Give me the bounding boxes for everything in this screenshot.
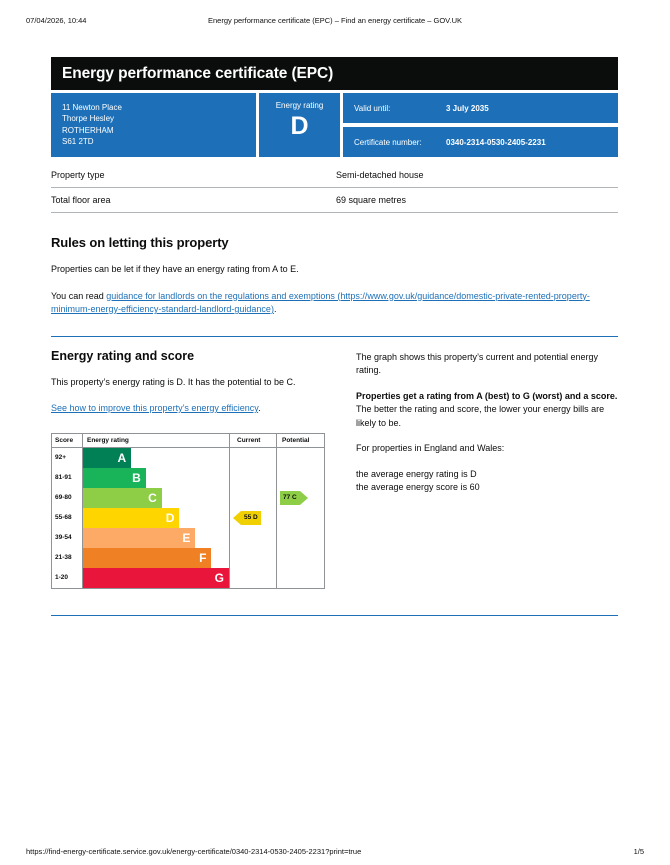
rating-scale-bold: Properties get a rating from A (best) to G (worst) and a score.	[356, 390, 618, 401]
letting-rules-heading: Rules on letting this property	[51, 235, 229, 250]
chart-band-row	[52, 488, 324, 508]
chart-band-bar-cell	[83, 448, 230, 468]
chart-current-cell	[230, 528, 277, 548]
energy-rating-right-column	[356, 349, 618, 589]
letting-rules-paragraph: Properties can be let if they have an energy rating from A to E.	[51, 264, 299, 274]
chart-band-row	[52, 568, 324, 588]
certificate-details	[343, 93, 618, 157]
certificate-number-label: Certificate number:	[354, 137, 422, 147]
chart-current-cell	[230, 448, 277, 468]
chart-potential-cell	[277, 488, 324, 508]
chart-band-bar: E	[83, 528, 195, 548]
table-row	[51, 163, 618, 188]
chart-current-cell	[230, 488, 277, 508]
chart-current-cell	[230, 468, 277, 488]
chart-current-cell	[230, 568, 277, 588]
valid-until-label: Valid until:	[354, 103, 391, 113]
rating-scale-explainer	[356, 390, 618, 431]
energy-rating-value: D	[290, 111, 309, 140]
chart-band-row	[52, 548, 324, 568]
chart-band-bar: D	[83, 508, 179, 528]
improve-efficiency-paragraph	[51, 402, 356, 416]
graph-explainer: The graph shows this property’s current and potential energy rating.	[356, 351, 598, 375]
address-line-1: 11 Newton Place	[62, 103, 122, 112]
chart-band-row	[52, 468, 324, 488]
address-line-4: S61 2TD	[62, 137, 94, 147]
chart-potential-cell	[277, 468, 324, 488]
chart-col-potential: Potential	[282, 436, 310, 444]
chart-band-bar: F	[83, 548, 211, 568]
certificate-number-value: 0340-2314-0530-2405-2231	[446, 137, 546, 147]
energy-rating-box	[259, 93, 340, 157]
energy-rating-heading: Energy rating and score	[51, 348, 195, 363]
chart-current-cell	[230, 508, 277, 528]
chart-header-row	[52, 434, 324, 448]
page-title: Energy performance certificate (EPC)	[62, 64, 334, 82]
chart-band-row	[52, 448, 324, 468]
current-rating-label: 55 D	[241, 511, 261, 525]
chart-potential-cell	[277, 528, 324, 548]
chart-potential-cell	[277, 508, 324, 528]
letting-guidance-prefix: You can read	[51, 290, 107, 301]
certificate-number-row	[343, 127, 618, 157]
average-energy-score: the average energy score is 60	[356, 482, 480, 492]
section-divider-bottom	[51, 615, 618, 616]
chart-body	[52, 448, 324, 588]
table-row	[51, 188, 618, 213]
current-rating-arrow	[233, 511, 261, 525]
section-divider	[51, 336, 618, 337]
energy-rating-left-column	[51, 349, 356, 589]
chart-band-bar-cell	[83, 528, 230, 548]
document-title-bar	[51, 57, 618, 90]
chart-band-row	[52, 528, 324, 548]
chart-current-cell	[230, 548, 277, 568]
print-url: https://find-energy-certificate.service.gov.uk/energy-certificate/0340-2314-0530-2405-2231?print=true	[26, 847, 362, 856]
chart-col-current: Current	[230, 434, 277, 447]
chart-band-bar: B	[83, 468, 146, 488]
arrow-tip-icon	[233, 511, 241, 525]
print-doc-title: Energy performance certificate (EPC) – Find an energy certificate – GOV.UK	[207, 16, 462, 25]
improve-efficiency-suffix: .	[258, 403, 261, 413]
chart-band-score: 21-38	[52, 548, 83, 568]
chart-band-bar-cell	[83, 488, 230, 508]
floor-area-value: 69 square metres	[336, 188, 618, 213]
property-address	[51, 93, 256, 157]
property-type-value: Semi-detached house	[336, 163, 618, 188]
address-line-3: ROTHERHAM	[62, 125, 114, 135]
energy-rating-label: Energy rating	[275, 101, 324, 110]
improve-efficiency-link[interactable]: See how to improve this property’s energy efficiency	[51, 403, 259, 413]
print-page-number: 1/5	[633, 847, 644, 856]
chart-band-score: 69-80	[52, 488, 83, 508]
landlord-guidance-link[interactable]: guidance for landlords on the regulations and exemptions (https://www.gov.uk/guidance/domestic-private-rented-property-minimum-energy-efficiency-standard-landlord-guidance)	[51, 290, 590, 314]
chart-potential-cell	[277, 568, 324, 588]
document-content	[51, 57, 618, 616]
print-datetime: 07/04/2026, 10:44	[26, 16, 87, 25]
chart-col-score: Score	[52, 434, 83, 447]
valid-until-value: 3 July 2035	[446, 103, 489, 113]
property-type-label: Property type	[51, 163, 336, 188]
potential-rating-label: 77 C	[280, 491, 300, 505]
chart-band-score: 55-68	[52, 508, 83, 528]
chart-band-bar: G	[83, 568, 229, 588]
chart-band-bar-cell	[83, 548, 230, 568]
chart-band-score: 1-20	[52, 568, 83, 588]
energy-rating-section	[51, 349, 618, 589]
energy-rating-paragraph: This property’s energy rating is D. It has the potential to be C.	[51, 376, 296, 387]
valid-until-row	[343, 93, 618, 123]
chart-band-bar: A	[83, 448, 131, 468]
summary-band	[51, 93, 618, 157]
chart-col-energy-rating: Energy rating	[83, 434, 230, 447]
potential-rating-arrow	[280, 491, 308, 505]
england-wales-intro: For properties in England and Wales:	[356, 443, 505, 453]
address-line-2: Thorpe Hesley	[62, 114, 115, 124]
chart-band-row	[52, 508, 324, 528]
chart-potential-cell	[277, 448, 324, 468]
chart-band-score: 92+	[52, 448, 83, 468]
chart-band-bar-cell	[83, 508, 230, 528]
chart-band-bar: C	[83, 488, 162, 508]
average-energy-rating: the average energy rating is D	[356, 468, 477, 479]
chart-band-score: 39-54	[52, 528, 83, 548]
letting-guidance-paragraph	[51, 290, 618, 317]
rating-scale-rest: The better the rating and score, the lower your energy bills are likely to be.	[356, 404, 605, 428]
chart-band-bar-cell	[83, 568, 230, 588]
chart-potential-cell	[277, 548, 324, 568]
energy-efficiency-chart	[51, 433, 325, 589]
floor-area-label: Total floor area	[51, 188, 336, 213]
letting-guidance-suffix: .	[273, 304, 277, 314]
property-summary-table	[51, 163, 618, 213]
chart-band-bar-cell	[83, 468, 230, 488]
arrow-tip-icon	[300, 491, 308, 505]
chart-band-score: 81-91	[52, 468, 83, 488]
